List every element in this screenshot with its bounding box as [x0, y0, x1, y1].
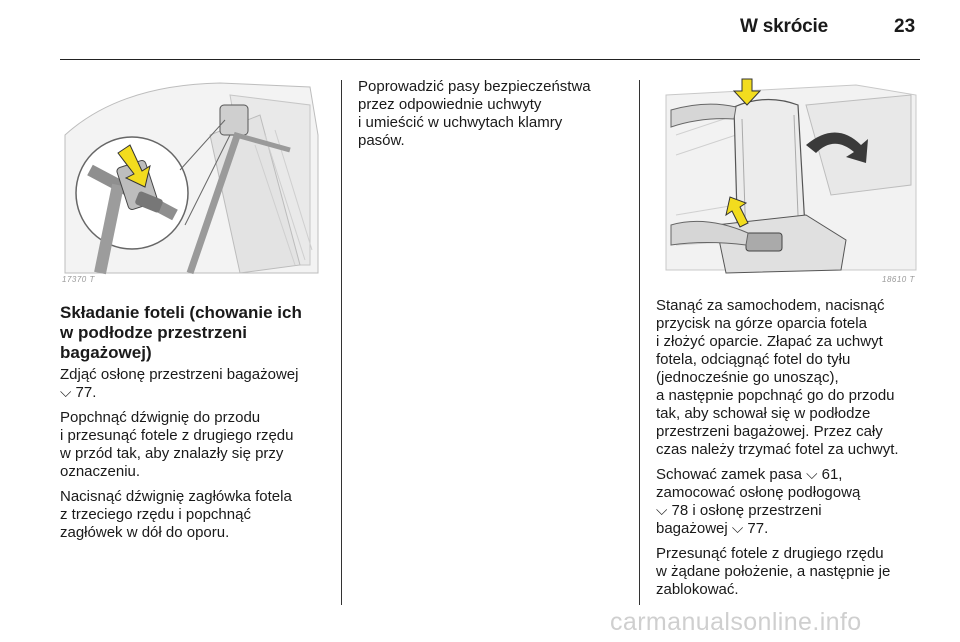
figure-seat-folding — [656, 75, 920, 287]
column-divider-1 — [341, 80, 342, 605]
page-number: 23 — [894, 16, 916, 37]
col2-paragraph-1: Poprowadzić pasy bezpieczeństwa przez odpowiednie uchwyty i umieścić w uchwytach klamry pasów. — [358, 78, 591, 149]
col1-paragraph-2: Popchnąć dźwignię do przodu i przesunąć fotele z drugiego rzędu w przód tak, aby znalazły się przy oznaczeniu. — [60, 409, 294, 480]
figure-headrest — [60, 75, 322, 287]
figure-code-right: 18610 T — [882, 275, 915, 284]
section-heading: Składanie foteli (chowanie ich w podłodze przestrzeni bagażowej) — [60, 303, 302, 362]
column-2 — [358, 78, 628, 157]
col3-paragraph-2: Schować zamek pasa ⌵ 61, zamocować osłonę podłogową ⌵ 78 i osłonę przestrzeni bagażowej ⌵ 77. — [656, 466, 861, 537]
seat-folding-illustration — [656, 75, 920, 287]
column-divider-2 — [639, 80, 640, 605]
page-header-title: W skrócie — [740, 16, 828, 37]
col3-paragraph-1: Stanąć za samochodem, nacisnąć przycisk na górze oparcia fotela i złożyć oparcie. Złapać za uchwyt fotela, odciągnąć fotel do tyłu (jednocześnie go unosząc), a następnie popchnąć go do przodu tak, aby schował się w podłodze przestrzeni bagażowej. Przez cały czas należy trzymać fotel za uchwyt. — [656, 297, 899, 458]
column-1 — [60, 303, 335, 549]
header-rule — [60, 59, 920, 60]
figure-code-left: 17370 T — [62, 275, 95, 284]
column-3 — [656, 297, 931, 606]
watermark: carmanualsonline.info — [610, 608, 862, 636]
col3-paragraph-3: Przesunąć fotele z drugiego rzędu w żądane położenie, a następnie je zablokować. — [656, 545, 891, 598]
col1-paragraph-3: Nacisnąć dźwignię zagłówka fotela z trzeciego rzędu i popchnąć zagłówek w dół do oporu. — [60, 488, 292, 541]
col1-paragraph-1: Zdjąć osłonę przestrzeni bagażowej ⌵ 77. — [60, 366, 299, 401]
headrest-illustration — [60, 75, 322, 287]
